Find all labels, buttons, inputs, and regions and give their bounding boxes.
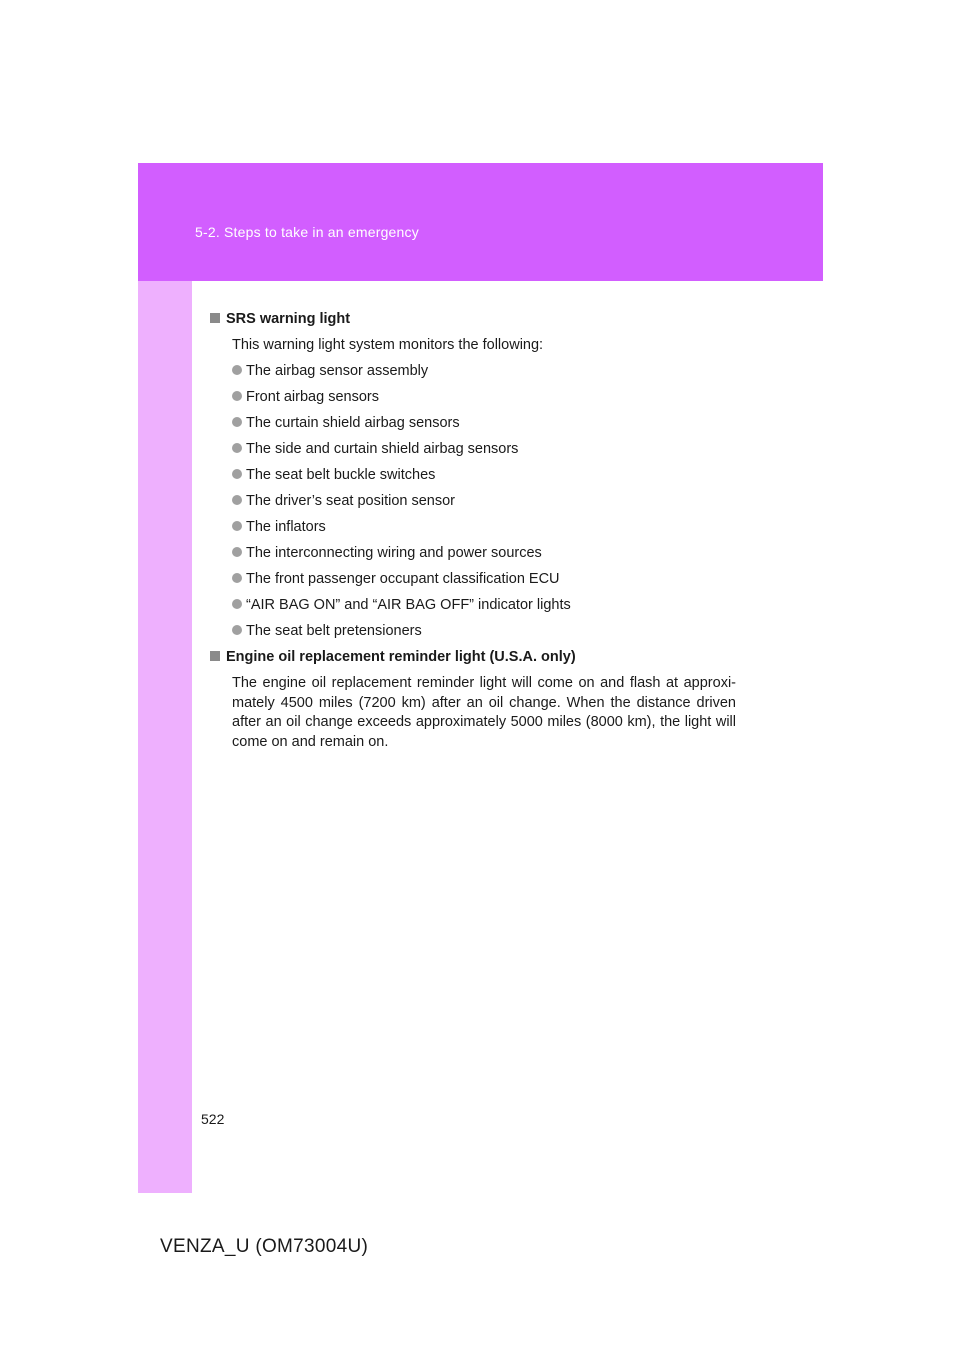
circle-bullet-icon [232,417,242,427]
oil-body: The engine oil replacement reminder light will come on and flash at approxi-mately 4500 miles (7200 km) after an oil change. When the distance driven after an oil change exceeds approximately 5000 miles (8000 km), the light will come on and remain on. [232,675,736,750]
document-code: VENZA_U (OM73004U) [160,1236,369,1257]
srs-list [210,358,736,644]
circle-bullet-icon [232,391,242,401]
list-item: The airbag sensor assembly [232,358,736,384]
circle-bullet-icon [232,547,242,557]
circle-bullet-icon [232,521,242,531]
circle-bullet-icon [232,365,242,375]
list-item: The inflators [232,514,736,540]
srs-intro: This warning light system monitors the following: [232,337,544,353]
list-item: The curtain shield airbag sensors [232,410,736,436]
oil-title: Engine oil replacement reminder light (U.S.A. only) [226,649,576,665]
section-title: 5-2. Steps to take in an emergency [195,224,419,240]
page-content [210,306,736,752]
oil-heading [210,644,736,670]
list-item: The driver’s seat position sensor [232,488,736,514]
list-item: The side and curtain shield airbag sensors [232,436,736,462]
srs-heading [210,306,736,332]
square-bullet-icon [210,313,220,323]
list-item: The front passenger occupant classification ECU [232,566,736,592]
square-bullet-icon [210,651,220,661]
list-item: The seat belt buckle switches [232,462,736,488]
circle-bullet-icon [232,573,242,583]
list-item: Front airbag sensors [232,384,736,410]
circle-bullet-icon [232,443,242,453]
list-item: “AIR BAG ON” and “AIR BAG OFF” indicator lights [232,592,736,618]
circle-bullet-icon [232,599,242,609]
header-band [138,163,823,281]
page-number: 522 [201,1111,225,1127]
side-band [138,281,192,1193]
circle-bullet-icon [232,625,242,635]
list-item: The seat belt pretensioners [232,618,736,644]
circle-bullet-icon [232,469,242,479]
circle-bullet-icon [232,495,242,505]
srs-title: SRS warning light [226,311,351,327]
list-item: The interconnecting wiring and power sources [232,540,736,566]
